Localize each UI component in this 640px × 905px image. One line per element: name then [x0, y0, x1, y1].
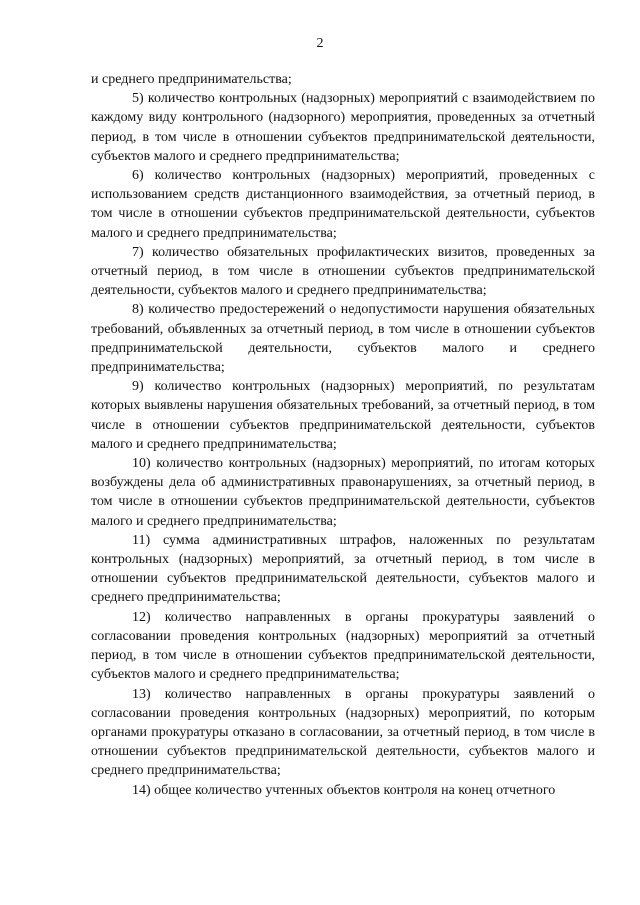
list-item-11: 11) сумма административных штрафов, наложенных по результатам контрольных (надзорных) мероприятий, за отчетный период, в том числе в отношении субъектов предпринимательской деятельности, субъектов малого и среднего предпринимательства; [91, 532, 595, 606]
list-item-14: 14) общее количество учтенных объектов контроля на конец отчетного [132, 782, 556, 798]
list-item-9: 9) количество контрольных (надзорных) мероприятий, по результатам которых выявлены нарушения обязательных требований, за отчетный период, в том числе в отношении субъектов предпринимательской деятельности, субъектов малого и среднего предпринимательства; [91, 379, 595, 452]
lead-paragraph: и среднего предпринимательства; [91, 72, 292, 87]
list-item-5: 5) количество контрольных (надзорных) мероприятий с взаимодействием по каждому виду контрольного (надзорного) мероприятия, проведенных за отчетный период, в том числе в отношении субъектов предпринимательской деятельности, субъектов малого и среднего предпринимательства; [91, 91, 595, 164]
list-item-10: 10) количество контрольных (надзорных) мероприятий, по итогам которых возбуждены дела об административных правонарушениях, за отчетный период, в том числе в отношении субъектов предпринимательской деятельности, субъектов малого и среднего предпринимательства; [91, 456, 595, 529]
list-item-6: 6) количество контрольных (надзорных) мероприятий, проведенных с использованием средств дистанционного взаимодействия, за отчетный период, в том числе в отношении субъектов предпринимательской деятельности, субъектов малого и среднего предпринимательства; [91, 168, 595, 241]
list-item-13: 13) количество направленных в органы прокуратуры заявлений о согласовании проведения контрольных (надзорных) мероприятий, по которым органами прокуратуры отказано в согласовании, за отчетный период, в том числе в отношении субъектов предпринимательской деятельности, субъектов малого и среднего предпринимательства; [91, 686, 595, 779]
document-body [91, 70, 595, 800]
list-item-7: 7) количество обязательных профилактических визитов, проведенных за отчетный период, в том числе в отношении субъектов предпринимательской деятельности, субъектов малого и среднего предпринимательства; [91, 244, 595, 299]
list-item-12: 12) количество направленных в органы прокуратуры заявлений о согласовании проведения контрольных (надзорных) мероприятий за отчетный период, в том числе в отношении субъектов предпринимательской деятельности, субъектов малого и среднего предпринимательства; [91, 609, 595, 683]
list-item-8: 8) количество предостережений о недопустимости нарушения обязательных требований, объявленных за отчетный период, в том числе в отношении субъектов предпринимательской деятельности, субъектов малого и среднего предпринимательства; [91, 302, 595, 376]
page-number: 2 [316, 36, 324, 51]
